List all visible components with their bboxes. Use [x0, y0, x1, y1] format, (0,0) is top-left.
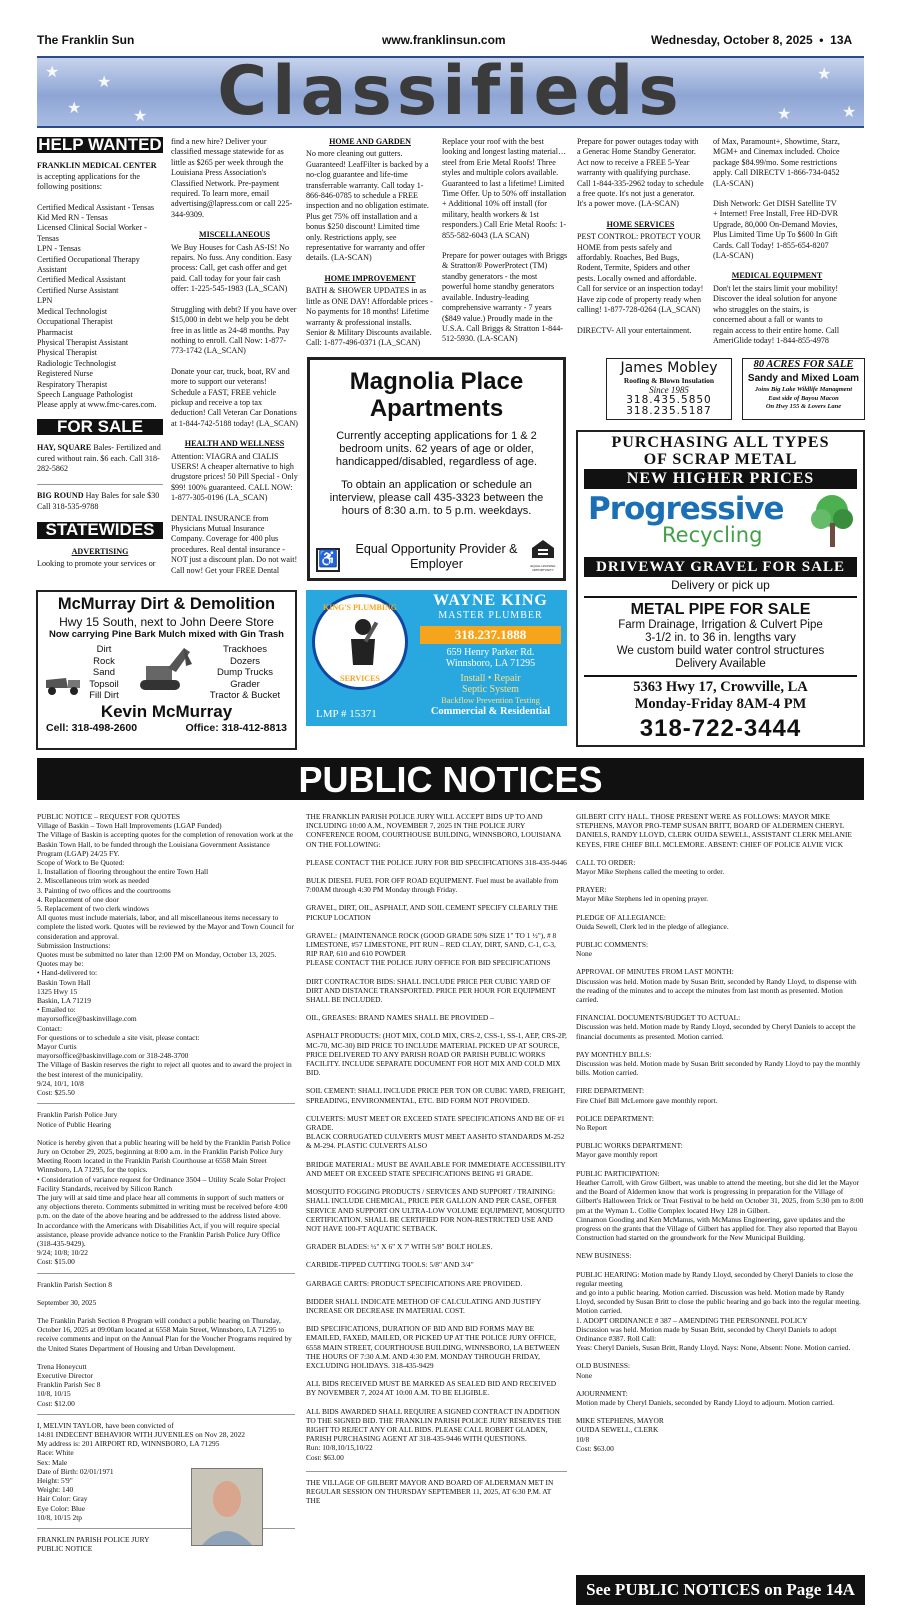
classified-column-3	[306, 137, 434, 347]
pipe-line: Delivery Available	[675, 658, 766, 670]
plumber-logo	[312, 594, 408, 690]
medical-equipment-heading: MEDICAL EQUIPMENT	[731, 271, 823, 281]
equal-housing-icon	[529, 539, 557, 572]
erie-roof-ad: Replace your roof with the best looking and longest lasting material… steel from Erie Metal Roofs! Three styles and multiple colors available. Guaranteed to last a lifetime! Limited Time Offer. Up to 50% off installation + Additional 10% off install (for military, health workers & 1st responders.) Call Erie Metal Roofs: 1-855-582-6043 (LA SCAN)	[442, 137, 567, 240]
mobley-phone: 318.435.5850	[626, 394, 712, 406]
scrap-line: PURCHASING ALL TYPES	[611, 434, 830, 451]
classifieds-banner	[37, 56, 864, 128]
position-item: Registered Nurse	[37, 369, 93, 379]
minutes-item: PUBLIC WORKS DEPARTMENT: Mayor gave monthly report	[576, 1141, 683, 1160]
paper-url[interactable]: www.franklinsun.com	[382, 33, 506, 47]
hay-square-text: Bales- Fertilized and cured without rain. $6 each. Call 318-282-5862	[37, 443, 161, 473]
higher-prices-banner: NEW HIGHER PRICES	[584, 469, 857, 489]
big-round-label: BIG ROUND	[37, 491, 84, 501]
plumber-address: 659 Henry Parker Rd.	[446, 647, 535, 658]
buy-houses-ad: We Buy Houses for Cash AS-IS! No repairs. No fuss. Any condition. Easy process: Call, get cash offer and get paid. Call today for your fair cash offer: 1-225-545-1983 (LA_SCAN)	[171, 242, 292, 294]
help-wanted-heading: HELP WANTED	[38, 137, 162, 154]
magnolia-eop: Equal Opportunity Provider & Employer	[355, 542, 518, 571]
excavator-icon	[134, 642, 194, 694]
police-jury-notice-title: FRANKLIN PARISH POLICE JURY PUBLIC NOTICE	[37, 1535, 150, 1554]
magnolia-place-ad	[307, 357, 566, 581]
equipment-item: Grader	[230, 678, 260, 690]
bid-notice: MOSQUITO FOGGING PRODUCTS / SERVICES AND SUPPORT / TRAINING: SHALL INCLUDE CHEMICAL, PRICE PER GALLON AND PER CASE, OFFER SERVICE AND SUPPORT ON ULTRA-LOW VOLUME EQUIPMENT, MOSQUITO CERTIFICATION. SHALL BE CERTIFIED FOR NON-RESTRICTED USE AND NOT HAVE 100-FT AQUATIC SETBACK.	[306, 1187, 565, 1233]
bid-notice: BID SPECIFICATIONS, DURATION OF BID AND BID FORMS MAY BE EMAILED, FAXED, MAILED, OR PICKED UP AT THE POLICE JURY OFFICE, 6558 MAIN STREET, COURTHOUSE BUILDING, WINNSBORO, LA BETWEEN THE HOURS OF 7:30 A.M. AND 4:30 P.M. MONDAY THROUGH FRIDAY, EXCLUDING HOLIDAYS. 318-435-9429	[306, 1324, 560, 1370]
minutes-item: PAY MONTHLY BILLS: Discussion was held. Motion made by Susan Britt seconded by Randy Lloyd to pay the monthly bills. Motion carried.	[576, 1049, 861, 1078]
gravel-banner: DRIVEWAY GRAVEL FOR SALE	[584, 557, 857, 577]
classified-column-5	[577, 137, 704, 337]
position-item: Certified Medical Assistant - Tensas	[37, 202, 155, 212]
acres-line: East side of Bayou Macon	[768, 394, 839, 402]
pipe-line: 3-1/2 in. to 36 in. lengths vary	[645, 632, 796, 644]
big-round-text: Hay Bales for sale $30 Call 318-535-9788	[37, 491, 160, 511]
bid-notice: THE FRANKLIN PARISH POLICE JURY WILL ACCEPT BIDS UP TO AND INCLUDING 10:00 A.M., NOVEMBER 7, 2025 IN THE POLICE JURY CONFERENCE ROOM, COURTHOUSE BUILDING, WINNSBORO, LOUISIANA ON THE FOLLOWING:	[306, 812, 561, 849]
minutes-item: FIRE DEPARTMENT: Fire Chief Bill McLemore gave monthly report.	[576, 1086, 718, 1105]
minutes-item: AJOURNMENT: Motion made by Cheryl Daniels, seconded by Randy Lloyd to adjourn. Motion carried.	[576, 1388, 835, 1407]
minutes-item: FINANCIAL DOCUMENTS/BUDGET TO ACTUAL: Discussion was held. Motion made by Randy Lloyd, seconded by Cheryl Daniels to accept the financial documents as presented. Motion carried.	[576, 1013, 856, 1041]
james-mobley-ad	[606, 358, 732, 420]
classified-column-6	[713, 137, 841, 347]
minutes-item: PLEDGE OF ALLEGIANCE: Ouida Sewell, Clerk led in the pledge of allegiance.	[576, 912, 729, 931]
position-item: Physical Therapist	[37, 348, 97, 358]
police-jury-hearing-notice: Notice is hereby given that a public hearing will be held by the Franklin Parish Police Jury on October 29, 2025, beginning at 8:00 a.m. in the Franklin Parish Police Jury Meeting Room located in the Franklin Parish Courthouse at 6558 Main Street Winnsboro, LA 71295, for the topics. • Consideration of variance request for Ordinance 3504 – Utility Scale Solar Project Facility Standards, received by Silicon Ranch The jury will at said time and place hear all comments in support of such matters or any objections thereto. Comments submitted in writing must be received before 4:00 p.m. on the date of the above hearing and be addressed to the address listed above. In accordance with the Americans with Disabilities Act, if you will require special assistance, please provide advance notice to the Franklin Parish Police Jury Office (318-435-9429). 9/24; 10/8; 10/22 Cost: $15.00	[37, 1137, 291, 1267]
section8-notice: The Franklin Parish Section 8 Program will conduct a public hearing on Thursday, October 16, 2025 at 09:00am located at 6558 Main Street, Winnsboro, LA 71295 to receive comments and input on the Annual Plan for the Voucher Programs required by the United States Department of Housing and Urban Development.	[37, 1315, 292, 1353]
mobley-phone: 318.235.5187	[626, 405, 712, 417]
mcmurray-mulch: Now carrying Pine Bark Mulch mixed with Gin Trash	[49, 629, 284, 640]
baskin-rfq-notice: PUBLIC NOTICE – REQUEST FOR QUOTES Village of Baskin – Town Hall Improvements (LGAP Funded) The Village of Baskin is accepting quotes for the completion of renovation work at the Baskin Town Hall, to be funded through the Louisiana Government Assistance Program (LGAP) 24/25 FY. Scope of Work to Be Quoted: 1. Installation of flooring throughout the entire Town Hall 2. Miscellaneous trim work as needed 3. Painting of two offices and the courtrooms 4. Replacement of one door 5. Replacement of two clerk windows All quotes must include materials, labor, and all miscellaneous items necessary to complete the listed work. Quotes will be reviewed by the Mayor and Town Council for consideration and approval. Submission Instructions: Quotes must be submitted no later than 12:00 PM on Monday, October 13, 2025. Quotes may be: • Hand-delivered to: Baskin Town Hall 1325 Hwy 15 Baskin, LA 71219 • Emailed to: mayorsoffice@baskinvillage.com Contact: For questions or to schedule a site visit, please contact: Mayor Curtis mayorsoffice@baskinvillage.com or 318-248-3700 The Village of Baskin reserves the right to reject all quotes and to award the project in the best interest of the municipality. 9/24, 10/1, 10/8 Cost: $25.50	[37, 812, 294, 1098]
minutes-signature: MIKE STEPHENS, MAYOR OUIDA SEWELL, CLERK 10/8 Cost: $63.00	[576, 1416, 664, 1453]
plumber-service: Backflow Prevention Testing	[441, 695, 540, 705]
section8-title: Franklin Parish Section 8	[37, 1279, 112, 1289]
progressive-hours: Monday-Friday 8AM-4 PM	[634, 696, 807, 712]
classified-column-1	[37, 137, 163, 611]
star-icon: ★	[67, 100, 82, 117]
plumber-info	[418, 592, 563, 718]
material-item: Fill Dirt	[89, 690, 119, 701]
position-item: Please apply at www.fmc-cares.com.	[37, 400, 157, 410]
see-more-notices-link[interactable]: See PUBLIC NOTICES on Page 14A	[576, 1575, 865, 1605]
dental-ad: DENTAL INSURANCE from Physicians Mutual Insurance Company. Coverage for 400 plus procedures. Real dental insurance - NOT just a discount plan. Do not wait! Call now! Get your FREE Dental	[171, 513, 298, 575]
metal-pipe-heading: METAL PIPE FOR SALE	[630, 601, 811, 618]
bid-notice: CARBIDE-TIPPED CUTTING TOOLS: 5/8" AND 3/4"	[306, 1260, 474, 1270]
material-item: Topsoil	[89, 678, 119, 690]
pipe-line: We custom build water control structures	[616, 645, 825, 657]
dish-ad: Dish Network: Get DISH Satellite TV + Internet! Free Install, Free HD-DVR Upgrade, 80,000 On-Demand Movies, Plus Limited Time Up To $600 In Gift Cards. Call Today! 1-855-654-8207 (LA-SCAN)	[713, 199, 839, 261]
logo-bottom-text: SERVICES	[340, 674, 380, 683]
star-icon: ★	[45, 64, 60, 81]
plumber-service: Septic System	[462, 684, 519, 695]
position-item: LPN	[37, 296, 53, 306]
mobley-since: Since 1985	[649, 385, 689, 395]
position-item: LPN - Tensas	[37, 244, 81, 254]
mcmurray-location: Hwy 15 South, next to John Deere Store	[59, 615, 274, 629]
issue-date: Wednesday, October 8, 2025 • 13A	[651, 33, 853, 47]
dump-truck-icon	[44, 674, 84, 696]
mcmurray-services	[38, 640, 295, 702]
tree-icon	[809, 493, 855, 551]
bid-notice: BULK DIESEL FUEL FOR OFF ROAD EQUIPMENT. Fuel must be available from 7:00AM through 4:30 PM Monday through Friday.	[306, 876, 559, 895]
bid-notice: GRADER BLADES: ½" X 6" X 7' WITH 5/8" BOLT HOLES.	[306, 1242, 493, 1252]
fmc-ad	[37, 161, 163, 192]
plumber-icon	[343, 615, 383, 671]
statewides-heading: STATEWIDES	[37, 522, 163, 538]
pest-control-ad: PEST CONTROL: PROTECT YOUR HOME from pests safely and affordably. Roaches, Bed Bugs, Rodent, Termite, Spiders and other pests. Locally owned and affordable. Call for service or an inspection today! Have zip code of property ready when calling! 1-877-728-0264 (LA_SCAN)	[577, 232, 704, 315]
bid-notice: ALL BIDS AWARDED SHALL REQUIRE A SIGNED CONTRACT IN ADDITION TO THE SIGNED BID. THE FRANKLIN PARISH POLICE JURY RESERVES THE RIGHT TO REJECT ANY OR ALL BIDS. PLEASE CALL ROBERT GLADEN, PARISH PURCHASING AGENT AT 318-435-9446 WITH QUESTIONS. Run: 10/8,10/15,10/22 Cost: $63.00	[306, 1406, 562, 1462]
star-icon: ★	[842, 104, 857, 121]
advertising-text: Looking to promote your services or	[37, 559, 156, 568]
page-number: 13A	[830, 33, 853, 47]
minutes-item: PRAYER: Mayor Mike Stephens led in opening prayer.	[576, 885, 708, 904]
star-icon: ★	[133, 108, 148, 125]
hay-square-label: HAY, SQUARE	[37, 443, 92, 453]
mcmurray-owner: Kevin McMurray	[100, 702, 233, 721]
progressive-address: 5363 Hwy 17, Crowville, LA	[633, 679, 808, 695]
mcmurray-cell: Cell: 318-498-2600	[46, 722, 138, 734]
mobley-service: Roofing & Blown Insulation	[623, 376, 715, 385]
material-item: Sand	[92, 667, 116, 678]
classified-column-2	[171, 137, 298, 577]
section8-signature: Trena Honeycutt Executive Director Franklin Parish Sec 8 10/8, 10/15 Cost: $12.00	[37, 1361, 101, 1408]
mcmurray-title: McMurray Dirt & Demolition	[57, 595, 276, 613]
home-improvement-heading: HOME IMPROVEMENT	[324, 273, 416, 283]
wheelchair-icon: ♿	[316, 548, 340, 572]
star-icon: ★	[97, 74, 112, 91]
position-item: Medical Technologist	[37, 306, 108, 316]
debt-ad: Struggling with debt? If you have over $15,000 in debt we help you be debt free in as little as 24-48 months. Pay nothing to enroll. Call Now: 1-877-773-1742 (LA_SCAN)	[171, 304, 297, 356]
public-notices-heading: PUBLIC NOTICES	[37, 758, 864, 800]
progressive-logo	[582, 491, 859, 555]
plumber-phone: 318.237.1888	[420, 626, 561, 644]
star-icon: ★	[817, 66, 832, 83]
position-item: Pharmacist	[37, 327, 73, 337]
section8-date: September 30, 2025	[37, 1297, 97, 1307]
material-item: Dirt	[96, 644, 112, 655]
position-item: Speech Language Pathologist	[37, 389, 133, 399]
fmc-name: FRANKLIN MEDICAL CENTER	[37, 161, 157, 171]
bid-notice: BRIDGE MATERIAL: MUST BE AVAILABLE FOR IMMEDIATE ACCESSIBILITY AND MEET OR EXCEED STATE SPECIFICATIONS BEING #1 GRADE.	[306, 1159, 566, 1178]
logo-top-text: KING'S PLUMBING	[322, 603, 397, 612]
bid-notice: GRAVEL, DIRT, OIL, ASPHALT, AND SOIL CEMENT SPECIFY CLEARLY THE PICKUP LOCATION	[306, 903, 558, 922]
equipment-item: Trackhoes	[223, 644, 267, 655]
bid-notice: BIDDER SHALL INDICATE METHOD OF CALCULATING AND JUSTIFY INCREASE OR DECREASE IN MATERIAL COST.	[306, 1296, 541, 1315]
minutes-item: PUBLIC HEARING: Motion made by Randy Lloyd, seconded by Cheryl Daniels to close the regular meeting and go into a public hearing. Motion carried. Discussion was held. Motion made by Randy Lloyd, seconded by Susan Britt to close the public hearing and go back into the regular meeting. Motion carried. 1. ADOPT ORDINANCE # 387 – AMENDING THE PERSONNEL POLICY Discussion was held. Motion made by Susan Britt, seconded by Cheryl Daniels to adopt Ordinance #387. Roll Call: Yeas: Cheryl Daniels, Susan Britt, Randy Lloyd. Nays: None, Absent: None. Motion carried.	[576, 1269, 861, 1353]
bid-notice: OIL, GREASES: BRAND NAMES SHALL BE PROVIDED –	[306, 1013, 494, 1023]
bath-shower-ad: BATH & SHOWER UPDATES in as little as ONE DAY! Affordable prices - No payments for 18 months! Lifetime warranty & professional installs. Senior & Military Discounts available. Call: 1-877-496-0371 (LA_SCAN)	[306, 286, 433, 347]
bid-notice: GRAVEL: {MAINTENANCE ROCK (GOOD GRADE 50% SIZE 1" TO 1 ½"), # 8 LIMESTONE, #57 LIMESTONE, PIT RUN – RED CLAY, DIRT, SAND, C-1, C-3, RIP RAP, 610 and 610 POWDER PLEASE CONTACT THE POLICE JURY OFFICE FOR BID SPECIFICATIONS	[306, 930, 557, 968]
fmc-intro: is accepting applications for the following positions:	[37, 171, 140, 192]
hay-square-ad	[37, 443, 163, 474]
position-item: Occupational Therapist	[37, 317, 113, 327]
position-item: Respiratory Therapist	[37, 379, 108, 389]
mcmurray-phones	[38, 722, 295, 734]
equipment-item: Dump Trucks	[217, 667, 273, 678]
position-item: Certified Occupational Therapy Assistant	[37, 254, 140, 275]
plumber-license: LMP # 15371	[316, 708, 377, 720]
offender-details: I, MELVIN TAYLOR, have been convicted of 14:81 INDECENT BEHAVIOR WITH JUVENILES on Nov 28, 2022 My address is: 201 AIRPORT RD, WINNSBORO, LA 71295 Race: White Sex: Male Date of Birth: 02/01/1971 Height: 5'9" Weight: 140 Hair Color: Gray Eye Color: Blue 10/8, 10/15 2tp	[37, 1420, 245, 1522]
police-jury-hearing-title: Franklin Parish Police Jury Notice of Public Hearing	[37, 1110, 118, 1129]
divider	[306, 1471, 567, 1472]
position-item: Kid Med RN - Tensas	[37, 213, 108, 223]
equipment-item: Tractor & Bucket	[209, 690, 281, 701]
miscellaneous-heading: MISCELLANEOUS	[198, 230, 271, 240]
position-item: Physical Therapist Assistant	[37, 337, 129, 347]
minutes-item: OLD BUSINESS: None	[576, 1361, 631, 1380]
bid-notice: SOIL CEMENT: SHALL INCLUDE PRICE PER TON OR CUBIC YARD, FREIGHT, SPREADING, ENVIRONMENTAL, ETC. BID FORM NOT PROVIDED.	[306, 1086, 566, 1105]
star-icon: ★	[777, 106, 792, 123]
mcmurray-office: Office: 318-412-8813	[185, 722, 287, 734]
notices-column-1	[37, 812, 295, 1610]
magnolia-contact: To obtain an application or schedule an interview, please call 435-3323 between the hours of 8:30 a.m. to 5 p.m. weekdays.	[329, 479, 544, 517]
minutes-item: GILBERT CITY HALL. THOSE PRESENT WERE AS FOLLOWS: MAYOR MIKE STEPHENS, MAYOR PRO-TEMP SUSAN BRITT, BOARD OF ALDERMEN CHERYL DANIELS, RANDY LLOYD, CLERK OUIDA SEWELL, ASSISTANT CLERK MELANIE KEYES, FIRE CHIEF BILL MCLEMORE. ABSENT: CHIEF OF POLICE ALVIE VICK	[576, 812, 852, 849]
ameriglide-ad: Don't let the stairs limit your mobility! Discover the ideal solution for anyone who struggles on the stairs, is concerned about a fall or wants to regain access to their entire home. Call AmeriGlide today! 1-844-855-4978	[713, 283, 840, 345]
banner-title: Classifieds	[217, 56, 684, 128]
classified-column-4	[442, 137, 568, 347]
minutes-item: NEW BUSINESS:	[576, 1251, 632, 1261]
plumber-role: MASTER PLUMBER	[438, 610, 543, 621]
home-services-heading: HOME SERVICES	[606, 219, 675, 229]
offender-photo	[191, 1468, 263, 1546]
briggs-ad: Prepare for power outages with Briggs & Stratton® PowerProtect (TM) standby generators - the most powerful home standby generators available. Industry-leading comprehensive warranty - 7 years ($849 value.) Proudly made in the U.S.A. Call Briggs & Stratton 1-844-512-5930. (LA-SCAN)	[442, 251, 568, 344]
minutes-item: PUBLIC PARTICIPATION: Heather Carroll, with Grow Gilbert, was unable to attend the meeting, but she did let the Mayor and the Board of Aldermen know that work is progressing in preparation for the Village of Gilbert's Halloween Trick or Treat Festival to be held on October 31, 2025, from 5:30 pm to 8:00 pm at the Wyman L. Collie Complex located Hwy 128 in Gilbert. Cinnamon Gooding and Ken McManus, with McManus Engineering, gave updates and the progress on the grants that the Village of Gilbert has applied for. They also reported that Bayou Construction had started on the groundwork for the New Municipal Building.	[576, 1168, 864, 1243]
lpa-network-ad: find a new hire? Deliver your classified message statewide for as little as $265 per week through the Louisiana Press Association's Classified Network. Pre-payment required. To learn more, email advertising@lapress.com or call 225-344-9309.	[171, 137, 293, 219]
material-item: Rock	[93, 655, 115, 667]
scrap-line: OF SCRAP METAL	[643, 451, 798, 468]
acres-title: 80 ACRES FOR SALE	[753, 359, 854, 370]
logo-recycling: Recycling	[662, 523, 763, 547]
divider	[37, 1273, 295, 1274]
acres-line: Joins Big Lake Wildlife Managment	[754, 386, 853, 393]
gravel-delivery: Delivery or pick up	[671, 578, 770, 592]
directv-ad: DIRECTV- All your entertainment.	[577, 325, 692, 335]
mcmurray-dirt-ad	[36, 590, 297, 750]
divider	[37, 1414, 295, 1415]
progressive-phone: 318-722-3444	[639, 715, 802, 742]
equipment-item: Dozers	[229, 655, 261, 667]
bid-notice: DIRT CONTRACTOR BIDS: SHALL INCLUDE PRICE PER CUBIC YARD OF DIRT AND DISTANCE TRANSPORTED. PRICE PER HOUR FOR EQUIPMENT SHALL BE INCLUDED.	[306, 976, 556, 1005]
position-item: Licensed Clinical Social Worker - Tensas	[37, 223, 147, 243]
plumber-type: Commercial & Residential	[430, 706, 551, 717]
plumber-service: Install • Repair	[460, 673, 521, 684]
minutes-item: PUBLIC COMMENTS: None	[576, 940, 649, 959]
home-garden-heading: HOME AND GARDEN	[329, 137, 411, 146]
bid-notice: GARBAGE CARTS: PRODUCT SPECIFICATIONS ARE PROVIDED.	[306, 1278, 523, 1288]
for-sale-heading: FOR SALE	[37, 419, 163, 435]
advertising-heading: ADVERTISING	[71, 546, 129, 556]
equipment-list	[205, 644, 285, 702]
equal-housing-text: EQUAL HOUSING OPPORTUNITY	[530, 564, 556, 572]
pipe-line: Farm Drainage, Irrigation & Culvert Pipe	[618, 619, 823, 631]
viagra-ad: Attention: VIAGRA and CIALIS USERS! A cheaper alternative to high drugstore prices! 50 Pill Special - Only $99! 100% guaranteed. CALL NOW: 1-877-305-0196 (LA_SCAN)	[171, 451, 298, 503]
acres-line: On Hwy 155 & Lovers Lane	[765, 403, 842, 410]
notices-column-3	[576, 812, 865, 1572]
logo-progressive: Progressive	[588, 491, 784, 527]
plumber-name: WAYNE KING	[433, 592, 548, 609]
minutes-item: CALL TO ORDER: Mayor Mike Stephens called the meeting to order.	[576, 857, 725, 877]
car-donation-ad: Donate your car, truck, boat, RV and more to support our veterans! Schedule a FAST, FREE vehicle pickup and receive a top tax deduction! Call Veteran Car Donations at 1-844-742-5188 today! (LA_SCAN)	[171, 366, 298, 428]
paper-name: The Franklin Sun	[37, 33, 135, 47]
kings-plumbing-ad	[306, 590, 567, 726]
offender-notice	[37, 1421, 295, 1522]
material-list	[82, 644, 126, 702]
divider	[37, 484, 163, 485]
plumber-city: Winnsboro, LA 71295	[445, 658, 536, 669]
position-item: Radiologic Technologist	[37, 358, 117, 368]
mobley-name: James Mobley	[620, 360, 718, 376]
issue-date-text: Wednesday, October 8, 2025	[651, 33, 813, 47]
acres-for-sale-ad	[742, 358, 865, 420]
magnolia-eligibility: Currently accepting applications for 1 & 2 bedroom units. 62 years of age or older, handicapped/disabled, regardless of age.	[335, 430, 538, 468]
gilbert-minutes-start: THE VILLAGE OF GILBERT MAYOR AND BOARD OF ALDERMAN MET IN REGULAR SESSION ON THURSDAY SEPTEMBER 11, 2025, AT 6:30 P.M. AT THE	[306, 1477, 554, 1506]
bid-notice: ASPHALT PRODUCTS: (HOT MIX, COLD MIX, CRS-2, CSS-1, SS-1, AEP, CRS-2P, MC-70, MC-30) BID PRICE TO INCLUDE MATERIAL PICKED UP AT SOURCE, PRICE DELIVERED TO ANY PARISH ROAD OR PARISH PUBLIC WORKS FACILITY. INCLUDE SEPARATE DOCUMENT FOR HOT MIX AND COLD MIX BID.	[306, 1031, 567, 1078]
minutes-item: APPROVAL OF MINUTES FROM LAST MONTH: Discussion was held. Motion made by Susan Britt, seconded by Randy Lloyd, to dispense with the reading of the minutes and to accept the minutes from last month as presented. Motion carried.	[576, 967, 857, 1005]
health-heading: HEALTH AND WELLNESS	[184, 439, 285, 449]
bid-notice: ALL BIDS RECEIVED MUST BE MARKED AS SEALED BID AND RECEIVED BY NOVEMBER 7, 2024 AT 10:00 A.M. TO BE ELIGIBLE.	[306, 1379, 557, 1398]
magnolia-title: Magnolia Place Apartments	[349, 368, 524, 422]
acres-soil: Sandy and Mixed Loam	[747, 373, 860, 384]
bid-notice: PLEASE CONTACT THE POLICE JURY FOR BID SPECIFICATIONS 318-435-9446	[306, 857, 567, 867]
progressive-recycling-ad	[576, 430, 865, 747]
notices-column-2	[306, 812, 567, 1610]
leaffilter-ad: No more cleaning out gutters. Guaranteed! LeafFilter is backed by a no-clog guarantee and life-time transferrable warranty. Call today 1-866-846-0785 to schedule a FREE inspection and no obligation estimate. Plus get 75% off installation and a bonus $250 discount! Limited time only. Restrictions apply, see representative for warranty and offer details. (LA-SCAN)	[306, 149, 429, 263]
divider	[37, 1103, 295, 1104]
fmc-positions	[37, 203, 163, 411]
generac-ad: Prepare for power outages today with a Generac Home Standby Generator. Act now to receive a FREE 5-Year warranty with qualifying purchase. Call 1-844-335-2962 today to schedule a free quote. It's not just a generator. It's a power move. (LA-SCAN)	[577, 137, 704, 209]
directv-ad-continued: of Max, Paramount+, Showtime, Starz, MGM+ and Cinemax included. Choice package $84.99/mo. Some restrictions apply. Call DIRECTV 1-866-734-0452 (LA-SCAN)	[713, 137, 840, 188]
minutes-item: POLICE DEPARTMENT: No Report	[576, 1113, 654, 1133]
position-item: Certified Medical Assistant	[37, 275, 126, 285]
position-item: Certified Nurse Assistant	[37, 285, 119, 295]
big-round-ad	[37, 491, 163, 512]
bid-notice: CULVERTS: MUST MEET OR EXCEED STATE SPECIFICATIONS AND BE OF #1 GRADE. BLACK CORRUGATED CULVERTS MUST MEET AASHTO STANDARDS M-252 & M-294. PLASTIC CULVERTS ALSO	[306, 1113, 565, 1151]
